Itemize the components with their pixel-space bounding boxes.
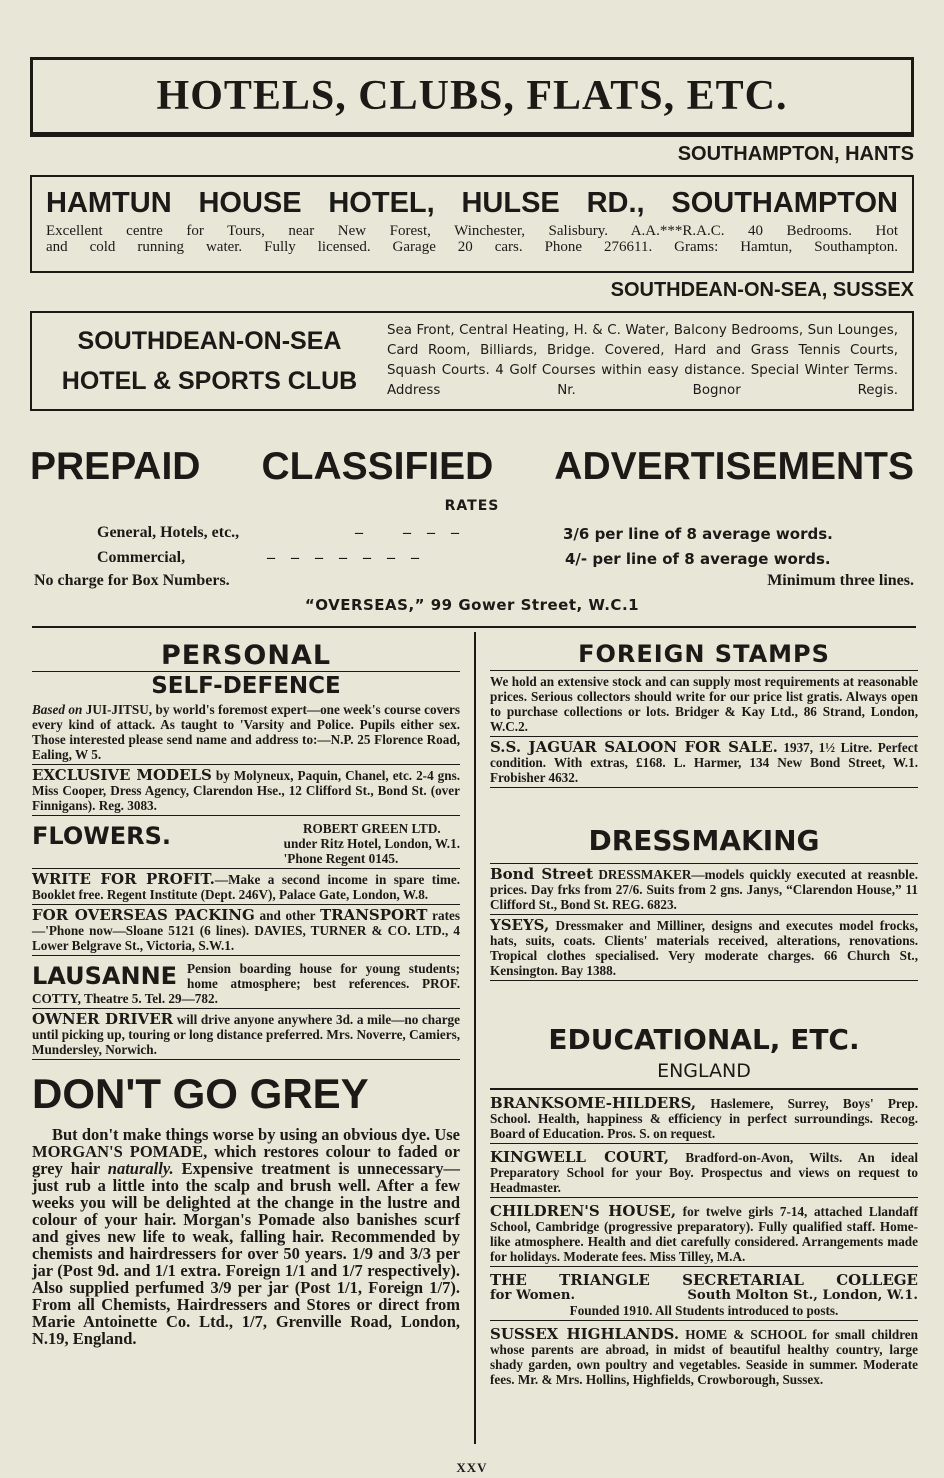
ad-lead: OWNER DRIVER bbox=[32, 1010, 174, 1028]
section-england: ENGLAND bbox=[490, 1056, 918, 1090]
classified-ad bbox=[32, 905, 460, 956]
ad-body: Expensive treatment is unnecessary—just rub a little into the scalp and brush well. After a few weeks you will be delighted at the change in the lustre and colour of your hair. Morgan's Pomade also banishes scurf and gives new life to weak, falling hair. Recommended by chemists and hairdressers for over 50 years. 1/9 and 3/3 per jar (Post 9d. and 1/1 extra. Foreign 1/1 and 1/7 respectively). Also supplied perfumed 3/9 per jar (Post 1/1, Foreign 1/7). From all Chemists, Hairdressers and Stores or direct from Marie Antoinette Co. Ltd., 1/7, Grenville Road, London, N.19, England. bbox=[32, 1159, 460, 1348]
section-foreign-stamps: FOREIGN STAMPS bbox=[490, 640, 918, 671]
heading-word: CLASSIFIED bbox=[261, 445, 494, 488]
dont-go-grey-heading: DON'T GO GREY bbox=[32, 1070, 369, 1117]
rate-dashes: – – – – bbox=[355, 524, 459, 541]
classified-ad bbox=[490, 1198, 918, 1267]
ad-lead: Bond Street bbox=[490, 865, 594, 883]
ad-body: Pension boarding house for young students; home atmosphere; best references. PROF. COTTY, Theatre 5. Tel. 29—782. bbox=[32, 961, 460, 1006]
page-title: HOTELS, CLUBS, FLATS, ETC. bbox=[156, 73, 788, 119]
classified-ad bbox=[32, 956, 460, 1009]
southdean-desc: Sea Front, Central Heating, H. & C. Water, Balcony Bedrooms, Sun Lounges, Card Room, Billiards, Bridge. Covered, Hard and Grass Tennis Courts, Squash Courts. 4 Golf Courses within easy distance. Special Winter Terms. Address Nr. Bognor Regis. bbox=[387, 323, 898, 398]
ad-lead: TRANSPORT bbox=[319, 906, 428, 924]
ad-body: Bradford-on-Avon, Wilts. An ideal Preparatory School for your Boy. Prospectus and views on request to Headmaster. bbox=[490, 1150, 918, 1195]
ad-lead: EXCLUSIVE MODELS bbox=[32, 766, 212, 784]
classified-ad: We hold an extensive stock and can supply most requirements at reasonable prices. Serious collectors should write for our price list gratis. Always open to purchase collections or lots. Bridger & Kay Ltd., 86 Strand, London, W.C.2. bbox=[490, 671, 918, 737]
ad-lead: KINGWELL COURT, bbox=[490, 1148, 670, 1166]
classified-ad bbox=[490, 1144, 918, 1198]
southdean-name-line: HOTEL & SPORTS CLUB bbox=[61, 367, 358, 395]
prepaid-heading bbox=[30, 442, 914, 492]
page-number: XXV bbox=[456, 1460, 488, 1475]
ad-subtitle: South Molton St., London, W.1. bbox=[687, 1288, 918, 1303]
ad-body: Dressmaker and Milliner, designs and executes model frocks, hats, suits, coats. Clients' materials received, alterations, renovations. Tropical clothes specialised. Very moderate charges. 66 Church St., Kensington. Bay 1388. bbox=[490, 918, 918, 978]
dont-go-grey-body bbox=[32, 1126, 460, 1347]
left-column bbox=[32, 640, 460, 1347]
box-numbers-note: No charge for Box Numbers. bbox=[34, 572, 230, 589]
ad-body: Haslemere, Surrey, Boys' Prep. School. Health, happiness & efficiency in perfect surroundings. Recog. Board of Education. Pros. S. on request. bbox=[490, 1096, 918, 1141]
ad-body: Founded 1910. All Students introduced to posts. bbox=[569, 1303, 839, 1318]
section-dressmaking: DRESSMAKING bbox=[490, 824, 918, 864]
classified-ad bbox=[32, 699, 460, 765]
ad-body: But don't make things worse by using an obvious dye. Use MORGAN'S POMADE, which restores colour to faded or grey hair bbox=[32, 1125, 460, 1178]
ad-lead: YSEYS, bbox=[490, 916, 550, 934]
ad-subtitle: for Women. bbox=[490, 1288, 576, 1303]
flowers-details bbox=[284, 821, 460, 866]
ad-body: and other bbox=[259, 908, 316, 923]
classified-ad bbox=[490, 915, 918, 981]
right-column bbox=[490, 640, 918, 1389]
southdean-ad bbox=[30, 311, 914, 411]
ad-body: will drive anyone anywhere 3d. a mile—no charge until picking up, touring or long distance preferred. Mrs. Noverre, Camiers, Mundersley, Norwich. bbox=[32, 1012, 461, 1057]
section-educational: EDUCATIONAL, ETC. bbox=[548, 1023, 860, 1056]
ad-lead: BRANKSOME-HILDERS, bbox=[490, 1094, 697, 1112]
classified-ad bbox=[32, 816, 460, 869]
heading-word: ADVERTISEMENTS bbox=[554, 445, 914, 488]
section-self-defence: SELF-DEFENCE bbox=[151, 673, 341, 699]
hamtun-line: Excellent centre for Tours, near New Forest, Winchester, Salisbury. A.A.***R.A.C. 40 Bedrooms. Hot bbox=[46, 223, 898, 239]
classified-ad bbox=[32, 869, 460, 905]
southdean-name bbox=[32, 321, 387, 401]
ad-lead: SUSSEX HIGHLANDS. bbox=[490, 1325, 680, 1343]
rates-block bbox=[30, 498, 914, 623]
rate-label: General, Hotels, etc., bbox=[97, 524, 240, 541]
ad-body-emphasis: naturally. bbox=[107, 1159, 174, 1178]
section-title-box bbox=[30, 57, 914, 137]
ad-lead: CHILDREN'S HOUSE, bbox=[490, 1202, 677, 1220]
hamtun-name: HAMTUN HOUSE HOTEL, HULSE RD., SOUTHAMPTON bbox=[46, 187, 898, 219]
southdean-name-line: SOUTHDEAN-ON-SEA bbox=[77, 327, 342, 355]
ad-body: 'Phone Regent 0145. bbox=[283, 851, 399, 866]
ad-lead: FLOWERS. bbox=[32, 822, 171, 850]
ad-body: rates—'Phone now—Sloane 5121 (6 lines). DAVIES, TURNER & CO. LTD., 4 Lower Belgrave St., Victoria, S.W.1. bbox=[32, 908, 460, 953]
region-heading: SOUTHAMPTON, HANTS bbox=[677, 143, 914, 165]
classified-ad bbox=[490, 1090, 918, 1144]
ad-lead: WRITE FOR PROFIT. bbox=[32, 870, 215, 888]
rates-address: “OVERSEAS,” 99 Gower Street, W.C.1 bbox=[304, 596, 640, 614]
rates-heading: RATES bbox=[444, 498, 500, 514]
ad-body: —Make a second income in spare time. Booklet free. Regent Institute (Dept. 246V), Palace Gate, London, W.8. bbox=[32, 872, 460, 902]
region-heading: SOUTHDEAN-ON-SEA, SUSSEX bbox=[610, 279, 914, 301]
ad-body: by Molyneux, Paquin, Chanel, etc. 2-4 gns. Miss Cooper, Dress Agency, Clarendon Hse., 12 Clifford St., Bond St. (over Finnigans). Reg. 3083. bbox=[32, 768, 461, 813]
ad-body: HOME & SCHOOL for small children whose parents are abroad, in midst of beautiful healthy country, large shady garden, own poultry and vegetables. Seaside in summer. Moderate fees. Mr. & Mrs. Hollins, Highfields, Crowborough, Sussex. bbox=[490, 1327, 918, 1387]
classified-ad bbox=[490, 1267, 918, 1321]
classified-ad bbox=[490, 864, 918, 915]
ad-body: ROBERT GREEN LTD. bbox=[302, 821, 441, 836]
classified-ad bbox=[490, 1321, 918, 1389]
divider bbox=[32, 626, 916, 628]
rate-value: 3/6 per line of 8 average words. bbox=[563, 525, 833, 543]
hamtun-ad bbox=[30, 175, 914, 273]
ad-lead: S.S. JAGUAR SALOON FOR SALE. bbox=[490, 738, 778, 756]
ad-lead: LAUSANNE bbox=[32, 962, 178, 990]
ad-lead: Based on bbox=[32, 702, 83, 717]
ad-body: for twelve girls 7-14, attached Llandaff School, Cambridge (progressive preparatory). Fully qualified staff. Home-like atmosphere. Health and diet carefully considered. Arrangements made for holidays. Moderate fees. Miss Tilley, M.A. bbox=[490, 1204, 918, 1264]
classified-ad bbox=[32, 765, 460, 816]
rate-label: Commercial, bbox=[97, 549, 186, 566]
column-divider bbox=[474, 632, 476, 1444]
ad-body: JUI-JITSU, by world's foremost expert—one week's course covers every kind of attack. As taught to 'Varsity and Police. Pupils either sex. Those interested please send name and address to:—N.P. 25 Florence Road, Ealing, W 5. bbox=[32, 702, 461, 762]
rate-value: 4/- per line of 8 average words. bbox=[565, 550, 831, 568]
classified-ad bbox=[32, 1009, 460, 1060]
minimum-note: Minimum three lines. bbox=[767, 572, 914, 589]
rate-dashes: – – – – – – – bbox=[267, 549, 419, 566]
ad-lead: FOR OVERSEAS PACKING bbox=[32, 906, 255, 924]
section-personal: PERSONAL bbox=[32, 640, 460, 672]
ad-body: 1937, 1½ Litre. Perfect condition. With extras, £168. L. Harmer, 134 New Bond Street, W.1. Frobisher 4632. bbox=[490, 740, 918, 785]
classified-ad bbox=[490, 737, 918, 788]
ad-body: under Ritz Hotel, London, W.1. bbox=[283, 836, 460, 851]
ad-body: DRESSMAKER—models quickly executed at reasnble. prices. Day frks from 27/6. Suits from 2 gns. Janys, “Clarendon House,” 11 Clifford St., Bond St. REG. 6823. bbox=[490, 867, 918, 912]
heading-word: PREPAID bbox=[30, 445, 201, 488]
ad-lead: THE TRIANGLE SECRETARIAL COLLEGE bbox=[490, 1271, 918, 1289]
hamtun-line: and cold running water. Fully licensed. Garage 20 cars. Phone 276611. Grams: Hamtun, Southampton. bbox=[46, 239, 898, 255]
